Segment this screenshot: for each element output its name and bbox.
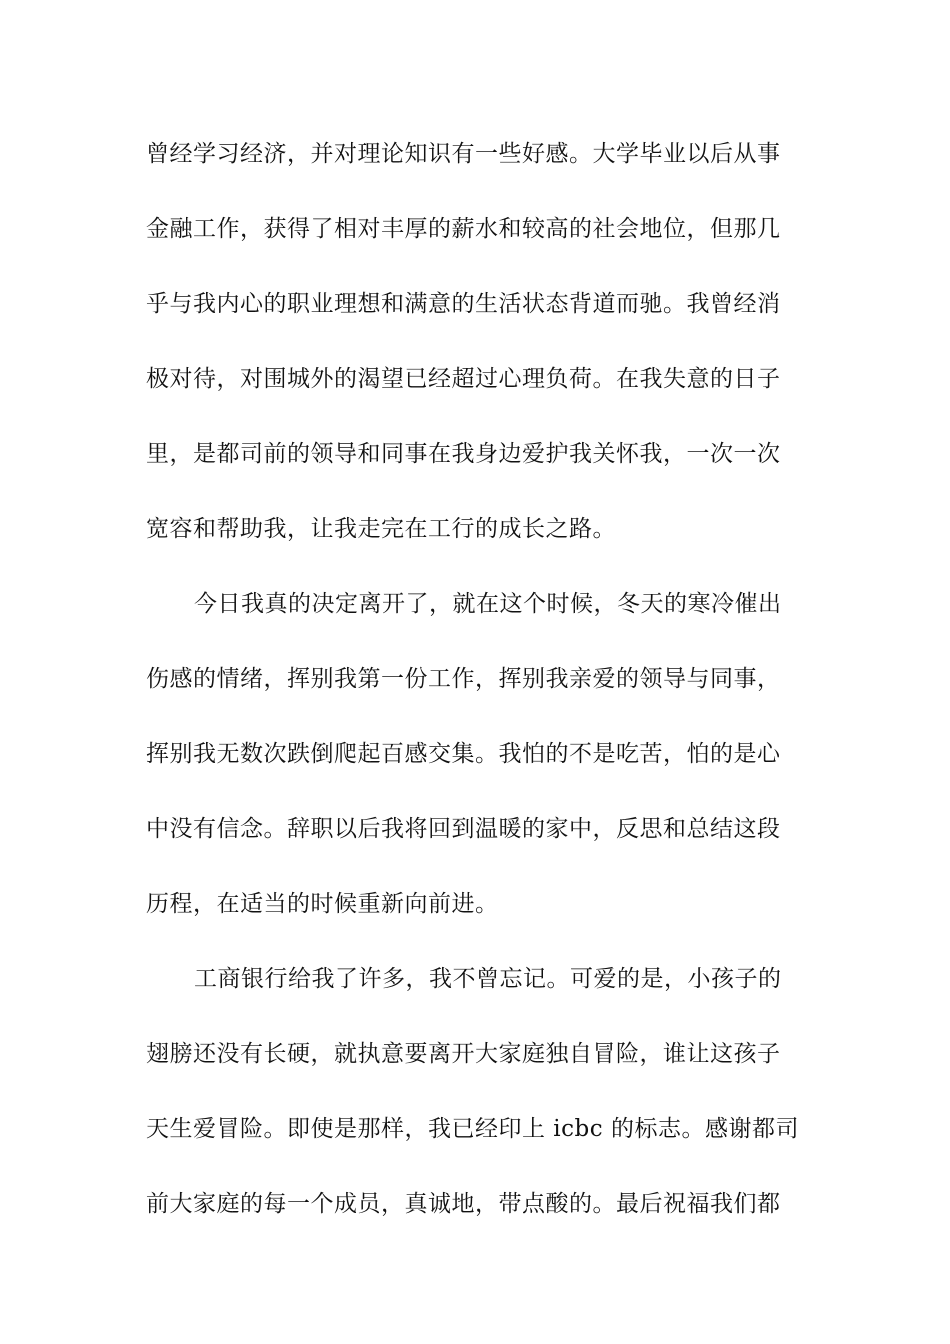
- text-line: 中没有信念。辞职以后我将回到温暖的家中，反思和总结这段: [146, 816, 781, 842]
- text-line: 翅膀还没有长硬，就执意要离开大家庭独自冒险，谁让这孩子: [146, 1041, 781, 1067]
- text-line: 宽容和帮助我，让我走完在工行的成长之路。: [146, 516, 616, 542]
- text-line: 里，是都司前的领导和同事在我身边爱护我关怀我，一次一次: [146, 441, 781, 467]
- text-line: 曾经学习经济，并对理论知识有一些好感。大学毕业以后从事: [146, 141, 781, 167]
- paragraph-first-line: 今日我真的决定离开了，就在这个时候，冬天的寒冷催出: [194, 591, 782, 617]
- text-line: 历程，在适当的时候重新向前进。: [146, 891, 499, 917]
- body-text: [146, 132, 806, 1257]
- text-line: 前大家庭的每一个成员，真诚地，带点酸的。最后祝福我们都: [146, 1191, 781, 1217]
- text-line: 极对待，对围城外的渴望已经超过心理负荷。在我失意的日子: [146, 366, 781, 392]
- text-line: 乎与我内心的职业理想和满意的生活状态背道而驰。我曾经消: [146, 291, 781, 317]
- text-line: 伤感的情绪，挥别我第一份工作，挥别我亲爱的领导与同事，: [146, 666, 781, 692]
- text-line: 天生爱冒险。即使是那样，我已经印上 icbc 的标志。感谢都司: [146, 1116, 799, 1142]
- paragraph-first-line: 工商银行给我了许多，我不曾忘记。可爱的是，小孩子的: [194, 966, 782, 992]
- text-line: 挥别我无数次跌倒爬起百感交集。我怕的不是吃苦，怕的是心: [146, 741, 781, 767]
- text-line: 金融工作，获得了相对丰厚的薪水和较高的社会地位，但那几: [146, 216, 781, 242]
